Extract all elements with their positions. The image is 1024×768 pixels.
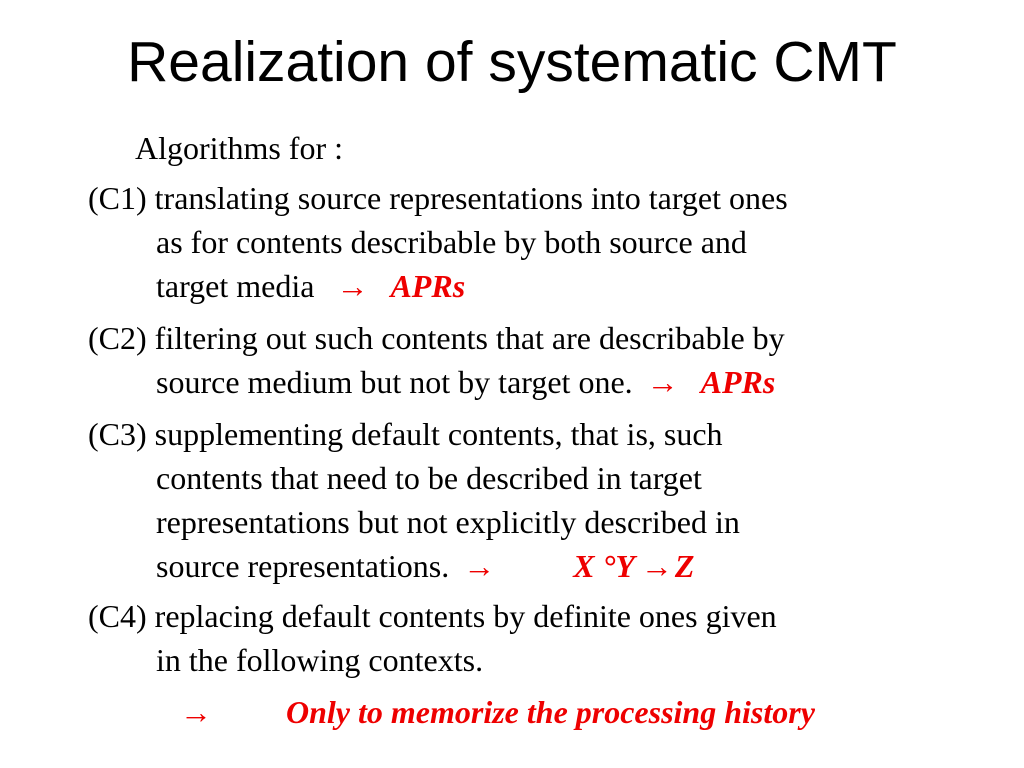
item-c2-result: APRs [700,364,776,400]
right-arrow-icon: → [646,364,679,400]
item-c2-line-2 [156,362,775,402]
item-c2-line-2-text: source medium but not by target one. [156,364,633,400]
item-c3-result-2: Z [674,548,695,584]
slide-title: Realization of systematic CMT [127,30,897,94]
right-arrow-icon: → [180,694,212,730]
item-c1-line-1: (C1) translating source representations into target ones [88,180,788,216]
item-c3-line-4 [156,546,694,586]
item-c1-line-3 [156,266,465,306]
item-c4-line-1: (C4) replacing default contents by definite ones given [88,598,777,634]
item-c1-result: APRs [390,268,466,304]
conclusion-text: Only to memorize the processing history [286,694,815,730]
item-c3-line-1: (C3) supplementing default contents, that is, such [88,416,723,452]
right-arrow-icon: → [640,548,673,584]
item-c4-line-2: in the following contexts. [156,642,484,678]
conclusion [180,692,815,732]
intro-text: Algorithms for : [135,130,343,166]
item-c3-result: X °Y [573,548,635,584]
item-c3-line-3: representations but not explicitly described in [156,504,740,540]
item-c1-line-2: as for contents describable by both source and [156,224,747,260]
right-arrow-icon: → [463,548,496,584]
item-c1-line-3-text: target media [156,268,315,304]
right-arrow-icon: → [336,268,369,304]
item-c3-line-2: contents that need to be described in target [156,460,702,496]
item-c3-line-4-text: source representations. [156,548,450,584]
item-c2-line-1: (C2) filtering out such contents that are describable by [88,320,785,356]
